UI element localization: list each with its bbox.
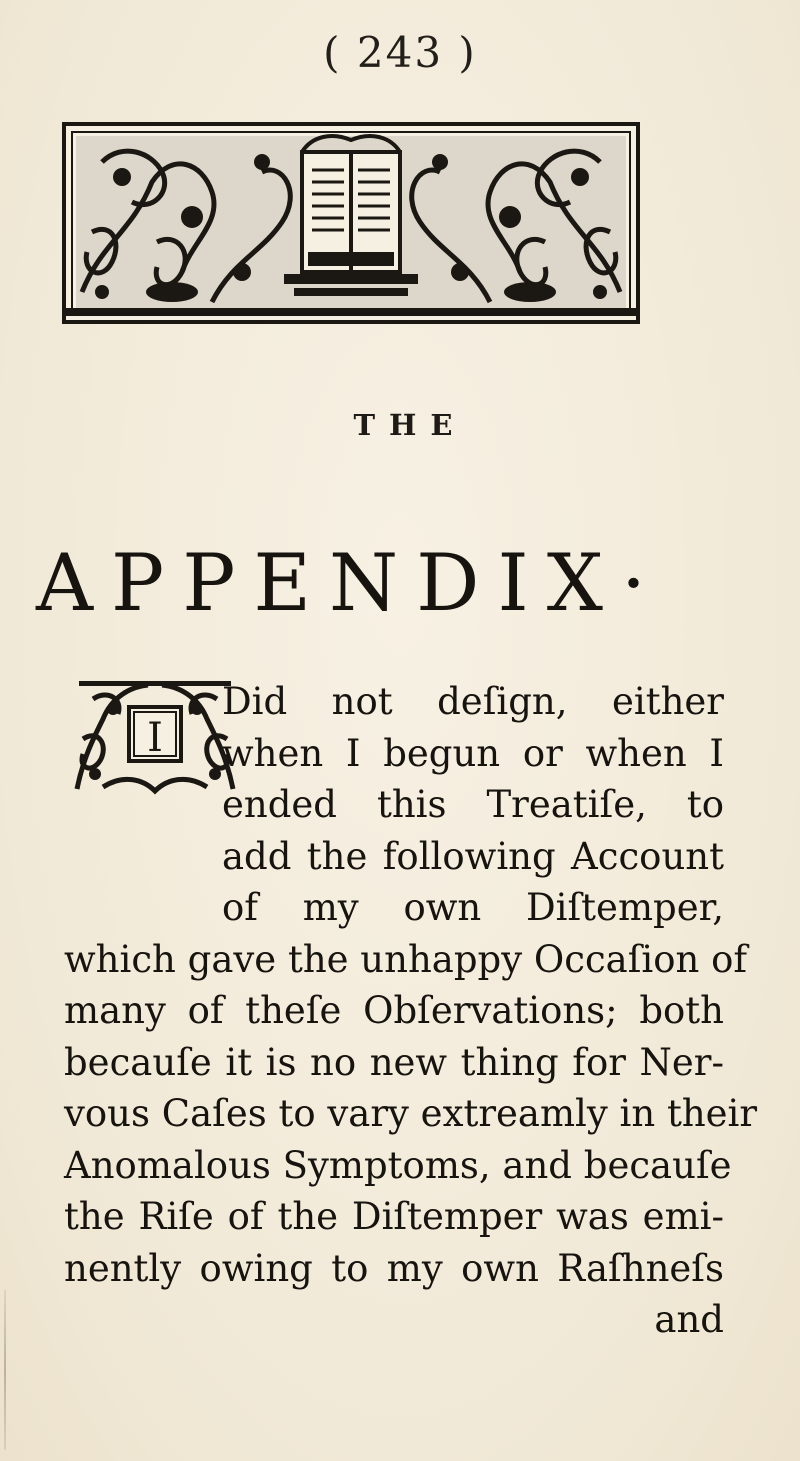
appendix-body	[64, 676, 758, 1346]
page-edge-mark	[4, 1290, 6, 1450]
text-line: Did not deſign, either	[222, 680, 724, 723]
page-number: ( 243 )	[323, 28, 477, 77]
text-line: when I begun or when I	[222, 731, 724, 775]
book-and-foliage-headpiece-icon	[62, 122, 640, 324]
text-line: the Riſe of the Diſtemper was emi-	[64, 1195, 724, 1238]
text-line: ended this Treatiſe, to	[222, 783, 724, 826]
section-heading: THE	[353, 408, 467, 442]
text-line: vous Caſes to vary extreamly in their	[64, 1092, 758, 1135]
text-line: of my own Diſtemper,	[222, 886, 724, 929]
text-line: which gave the unhappy Occaſion of	[64, 937, 748, 981]
text-line: nently owing to my own Raſhneſs	[64, 1246, 724, 1290]
title-trailing-mark: ·	[620, 537, 665, 629]
text-line: Anomalous Symptoms, and becauſe	[64, 1143, 732, 1187]
appendix-title	[36, 537, 756, 629]
title-text: APPENDIX	[36, 537, 621, 629]
text-line: becauſe it is no new thing for Ner-	[64, 1040, 724, 1084]
text-line: many of theſe Obſervations; both	[64, 989, 724, 1032]
text-line: add the following Account	[222, 834, 724, 878]
catchword: and	[654, 1298, 724, 1341]
initial-letter: I	[147, 715, 163, 761]
